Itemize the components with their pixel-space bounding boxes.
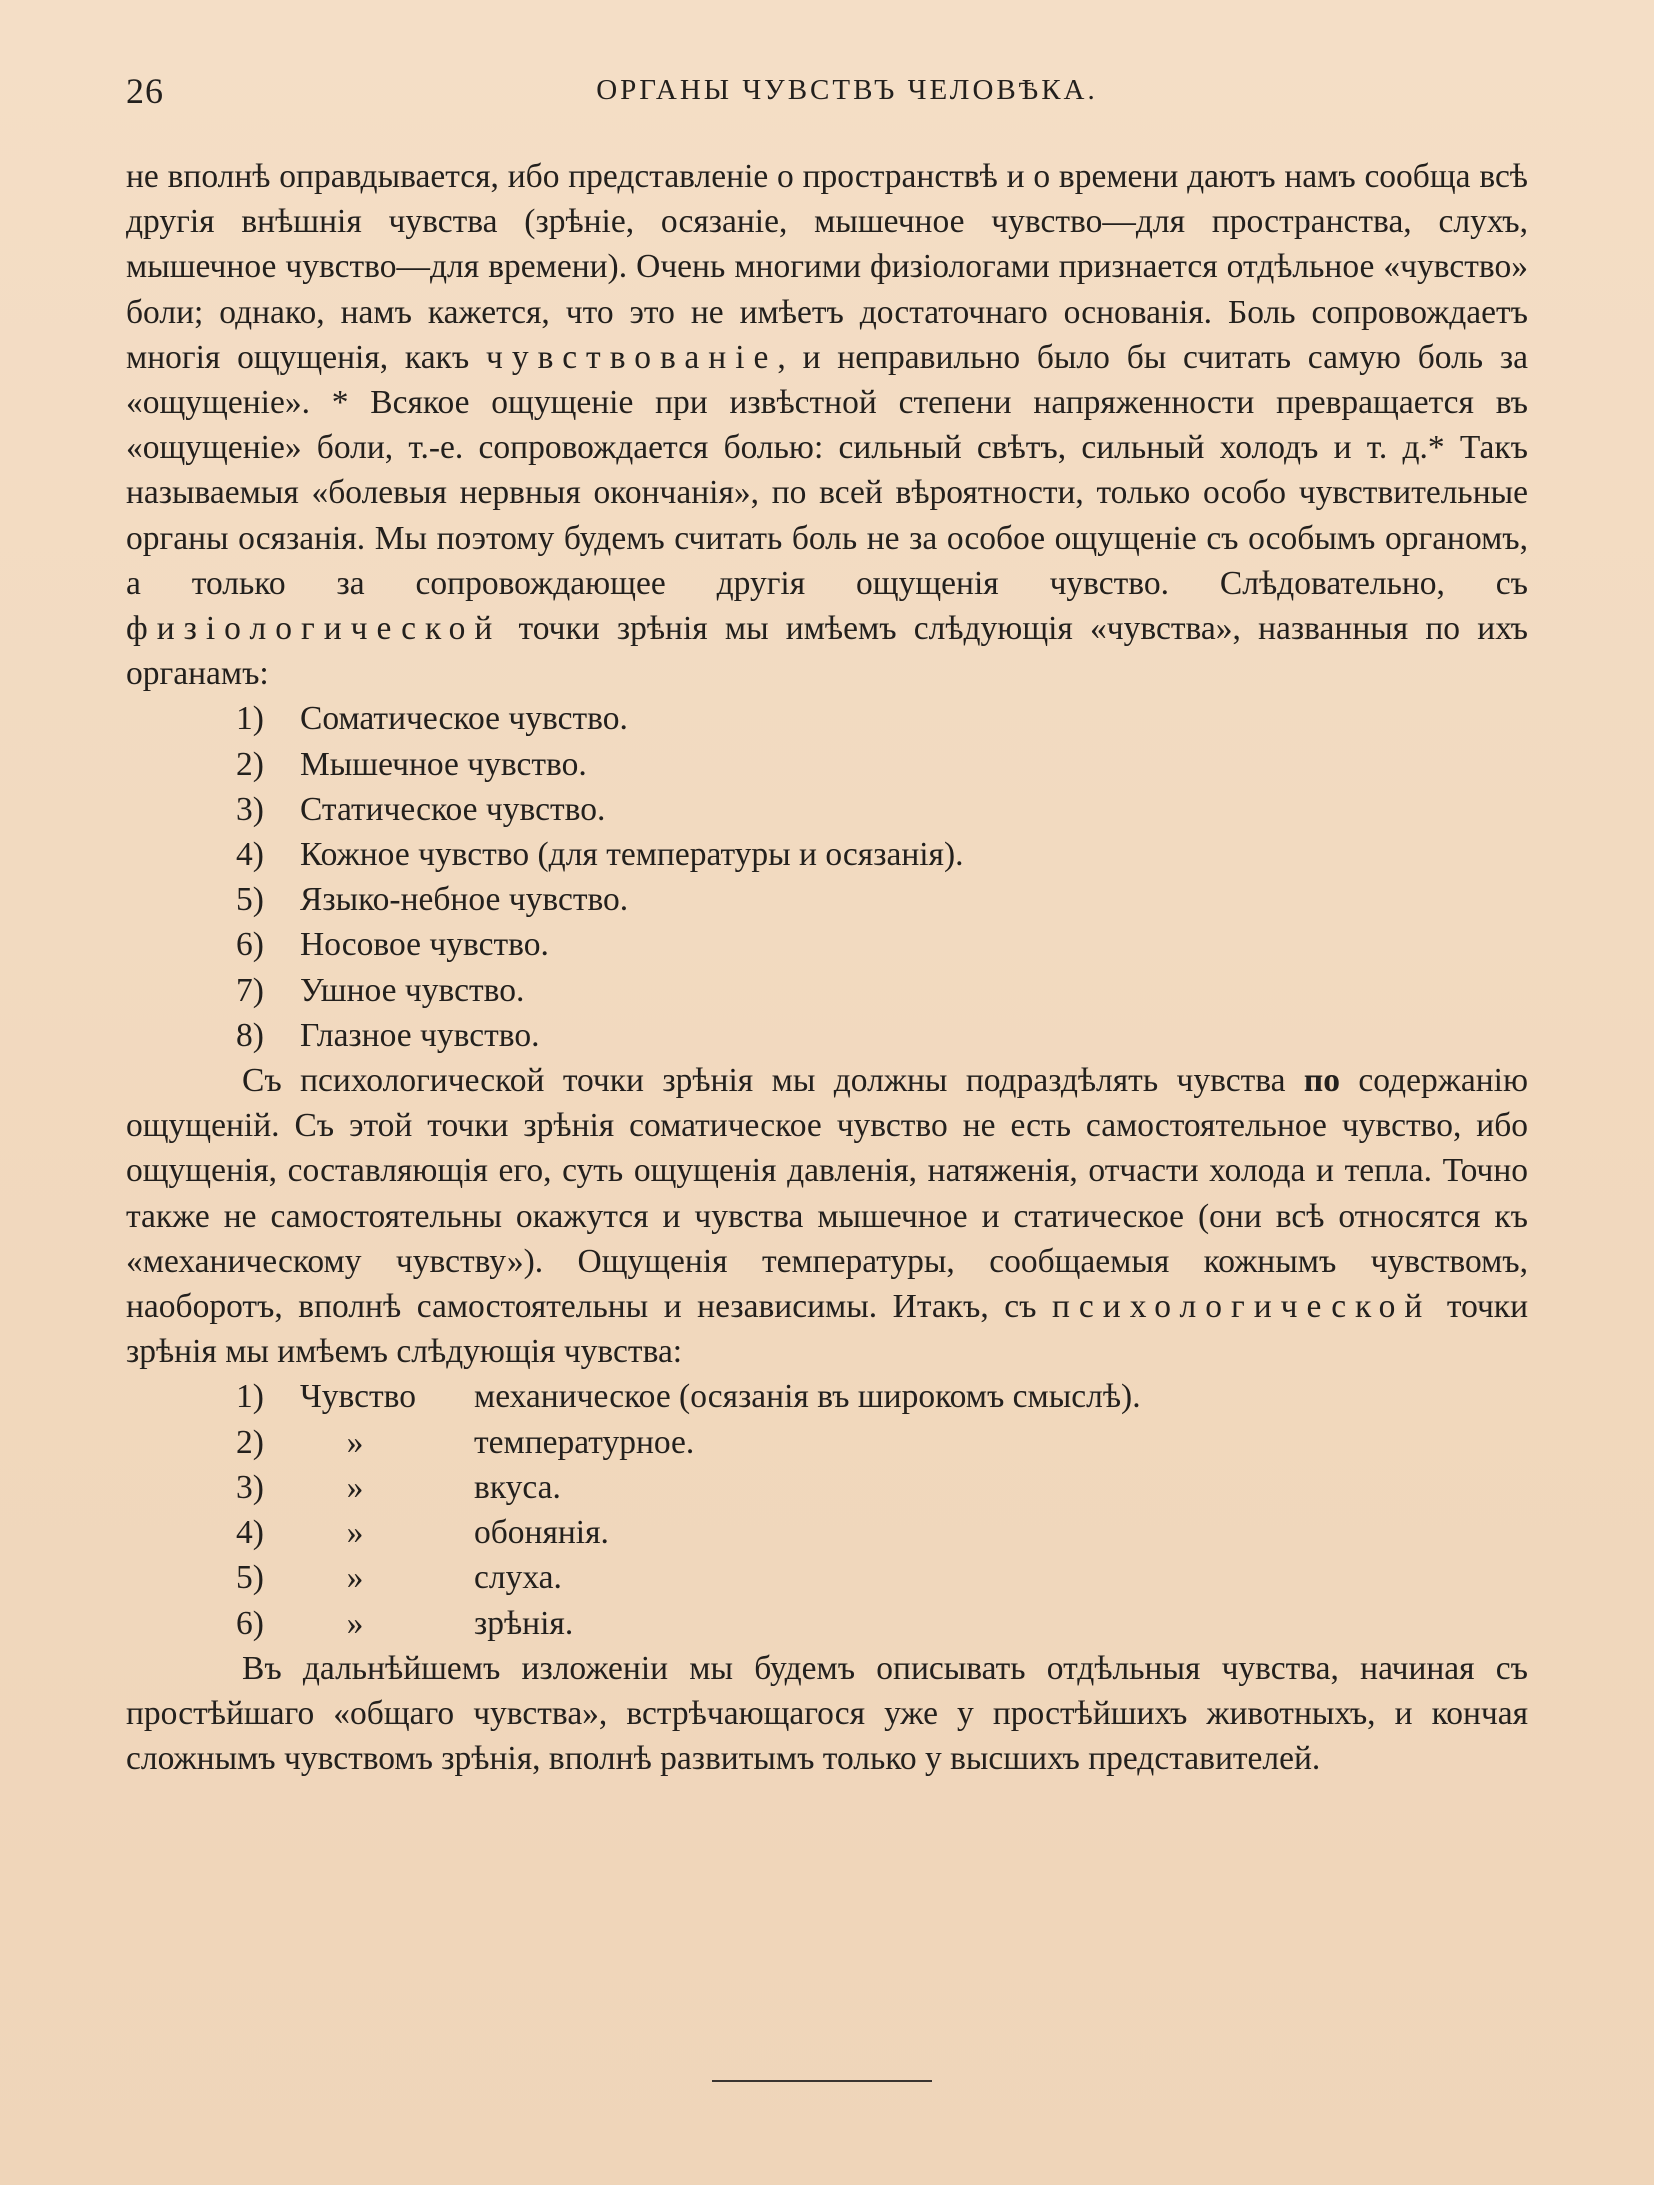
ditto-mark: » [346,1514,364,1552]
list-text: слуха. [474,1559,562,1597]
page-header [126,70,1528,120]
list-text: обонянія. [474,1514,609,1552]
list-item [126,832,1528,877]
list-number: 2) [236,745,264,783]
page-number: 26 [126,71,164,111]
text-run: , и неправильно было бы считать самую боль за «ощущеніе». * Всякое ощущеніе при извѣстной степени напряженности превращается въ «ощущеніе» боли, т.-е. сопровождается болью: сильный свѣтъ, сильный холодъ и т. д.* Такъ называемыя «болевыя нервныя окончанія», по всей вѣроятности, только особо чувствительные органы осязанія. Мы поэтому будемъ считать боль не за особое ощущеніе съ особымъ органомъ, а только за сопровождающее другія ощущенія чувство. Слѣдовательно, съ [126,338,1528,602]
paragraph-psychology [126,1058,1528,1374]
list-text: Языко-небное чувство. [300,881,629,919]
list-number: 1) [236,1378,264,1416]
list-item [126,742,1528,787]
list-number: 6) [236,1604,264,1642]
list-text: зрѣнія. [474,1604,574,1642]
list-text: температурное. [474,1423,695,1461]
paragraph-conclusion: Въ дальнѣйшемъ изложеніи мы будемъ описывать отдѣльныя чувства, начиная съ простѣйшаго «общаго чувства», встрѣчающагося уже у простѣйшихъ животныхъ, и кончая сложнымъ чувствомъ зрѣнія, вполнѣ развитымъ только у высшихъ представителей. [126,1649,1528,1778]
spaced-word: физіологической [126,610,502,648]
list-number: 8) [236,1016,264,1054]
ditto-mark: » [346,1423,364,1461]
list-number: 1) [236,700,264,738]
ditto-mark: » [346,1604,364,1642]
list-item [126,877,1528,922]
list-text: Мышечное чувство. [300,745,587,783]
list-word: Чувство [300,1378,416,1416]
list-item [126,968,1528,1013]
list-text: Соматическое чувство. [300,700,628,738]
ditto-mark: » [346,1559,364,1597]
list-item [126,1601,1528,1646]
psychological-senses-list [126,1374,1528,1645]
list-item [126,1555,1528,1600]
paragraph-physiology [126,154,1528,696]
list-number: 7) [236,971,264,1009]
text-run: содержанію ощущеній. Съ этой точки зрѣнія соматическое чувство не есть самостоятельное чувство, ибо ощущенія, составляющія его, суть ощущенія давленія, натяженія, отчасти холода и тепла. Точно также не самостоятельны окажутся и чувства мышечное и статическое (они всѣ относятся къ «механическому чувству»). Ощущенія температуры, сообщаемыя кожнымъ чувствомъ, наоборотъ, вполнѣ самостоятельны и независимы. Итакъ, съ [126,1062,1528,1326]
list-item [126,1510,1528,1555]
ditto-mark: » [346,1468,364,1506]
list-text: Статическое чувство. [300,790,606,828]
text-run: точки зрѣнія мы имѣемъ слѣдующія «чувства», названныя по ихъ органамъ: [126,610,1528,693]
bold-word: по [1303,1062,1340,1100]
list-item [126,787,1528,832]
spaced-word: чувствованіе [485,338,778,376]
running-title: ОРГАНЫ ЧУВСТВЪ ЧЕЛОВѢКА. [596,74,1098,106]
list-item [126,1420,1528,1465]
body-text [126,154,1528,1781]
list-number: 3) [236,1468,264,1506]
list-number: 4) [236,836,264,874]
text-run: точки зрѣнія мы имѣемъ слѣдующія чувства: [126,1288,1528,1371]
physiological-senses-list [126,696,1528,1058]
list-text: Ушное чувство. [300,971,525,1009]
list-item [126,1013,1528,1058]
spaced-word: психологической [1052,1288,1432,1326]
list-number: 3) [236,790,264,828]
list-number: 6) [236,926,264,964]
list-number: 5) [236,881,264,919]
list-item [126,1465,1528,1510]
end-rule [712,2080,932,2082]
list-text: Носовое чувство. [300,926,549,964]
list-number: 2) [236,1423,264,1461]
list-number: 5) [236,1559,264,1597]
list-text: Глазное чувство. [300,1016,540,1054]
text-run: не вполнѣ оправдывается, ибо представленіе о пространствѣ и о времени даютъ намъ сообща всѣ другія внѣшнія чувства (зрѣніе, осязаніе, мышечное чувство—для пространства, слухъ, мышечное чувство—для времени). Очень многими физіологами признается отдѣльное «чувство» боли; однако, намъ кажется, что это не имѣетъ достаточнаго основанія. Боль сопровождаетъ многія ощущенія, какъ [126,158,1528,376]
list-item [126,1374,1528,1419]
list-item [126,922,1528,967]
text-run: Съ психологической точки зрѣнія мы должны подраздѣлять чувства [242,1062,1304,1100]
list-text: Кожное чувство (для температуры и осязанія). [300,836,964,874]
list-text: механическое (осязанія въ широкомъ смыслѣ). [474,1378,1141,1416]
list-item [126,696,1528,741]
list-number: 4) [236,1514,264,1552]
list-text: вкуса. [474,1468,561,1506]
